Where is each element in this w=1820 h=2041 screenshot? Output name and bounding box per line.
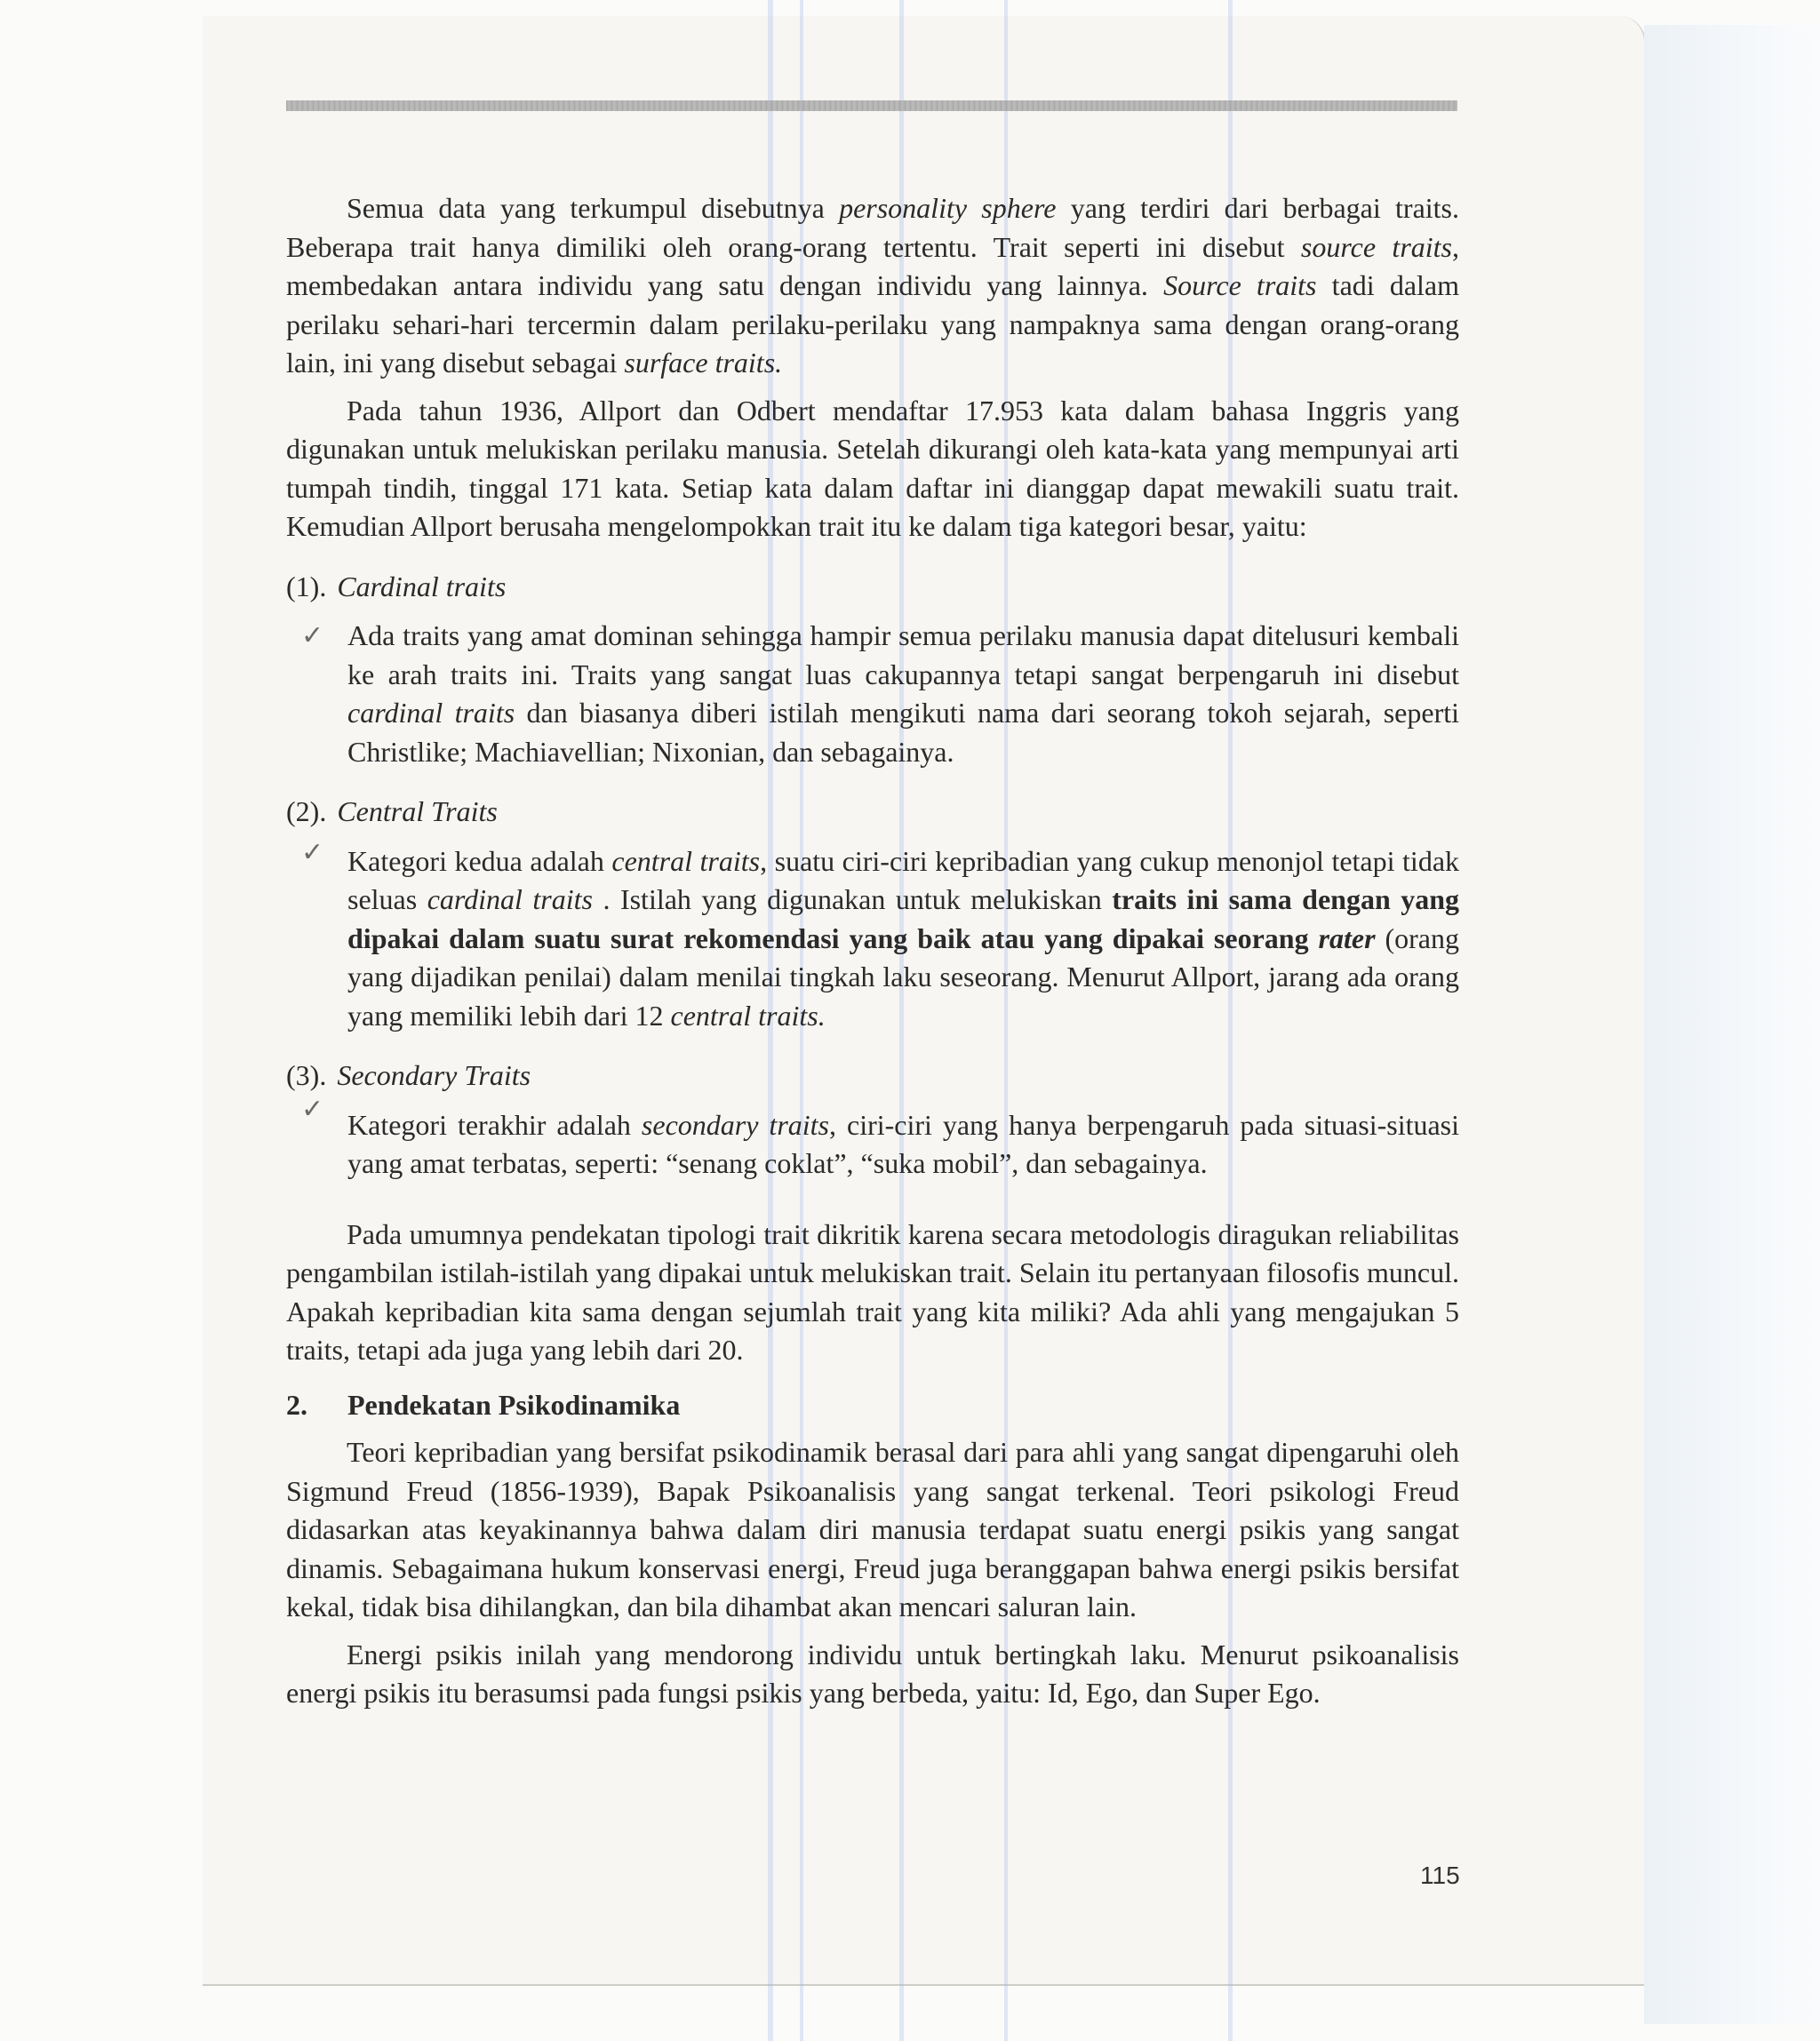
paragraph-psikodinamik: Teori kepribadian yang bersifat psikodinamik berasal dari para ahli yang sangat dipengaruhi oleh Sigmund Freud (1856-1939), Bapak Psikoanalisis yang sangat terkenal. Teori psikologi Freud didasarkan atas keyakinannya bahwa dalam diri manusia terdapat suatu energi psikis yang sangat dinamis. Sebagaimana hukum konservasi energi, Freud juga beranggapan bahwa energi psikis bersifat kekal, tidak bisa dihilangkan, dan bila dihambat akan mencari saluran lain.	[286, 1436, 1459, 1622]
item-body-central: ✓ Kategori kedua adalah central traits, suatu ciri-ciri kepribadian yang cukup menonjol tetapi tidak seluas cardinal traits . Istilah yang digunakan untuk melukiskan traits ini sama dengan yang dipakai dalam suatu surat rekomendasi yang baik atau yang dipakai seorang rater (orang yang dijadikan penilai) dalam menilai tingkah laku seseorang. Menurut Allport, jarang ada orang yang memiliki lebih dari 12 central traits.	[347, 842, 1459, 1036]
item-heading-central: (2). Central Traits	[286, 795, 498, 827]
paragraph-allport-odbert: Pada tahun 1936, Allport dan Odbert mendaftar 17.953 kata dalam bahasa Inggris yang digunakan untuk melukiskan perilaku manusia. Setelah dikurangi oleh kata-kata yang mempunyai arti tumpah tindih, tinggal 171 kata. Setiap kata dalam daftar ini dianggap dapat mewakili suatu trait. Kemudian Allport berusaha mengelompokkan trait itu ke dalam tiga kategori besar, yaitu:	[286, 394, 1459, 542]
item-heading-cardinal: (1). Cardinal traits	[286, 570, 507, 602]
page-content	[286, 189, 1459, 1713]
check-mark-icon: ✓	[301, 836, 324, 868]
check-mark-icon: ✓	[301, 1093, 324, 1125]
check-mark-icon: ✓	[301, 620, 324, 651]
page-number: 115	[1420, 1862, 1460, 1889]
header-rule	[286, 100, 1457, 111]
item-body-cardinal: ✓ Ada traits yang amat dominan sehingga hampir semua perilaku manusia dapat ditelusuri kembali ke arah traits ini. Traits yang sangat luas cakupannya tetapi sangat berpengaruh ini disebut cardinal traits dan biasanya diberi istilah mengikuti nama dari seorang tokoh sejarah, seperti Christlike; Machiavellian; Nixonian, dan sebagainya.	[347, 617, 1459, 771]
paragraph-tipologi-trait: Pada umumnya pendekatan tipologi trait dikritik karena secara metodologis diragukan reliabilitas pengambilan istilah-istilah yang dipakai untuk melukiskan trait. Selain itu pertanyaan filosofis muncul. Apakah kepribadian kita sama dengan sejumlah trait yang kita miliki? Ada ahli yang mengajukan 5 traits, tetapi ada juga yang lebih dari 20.	[286, 1217, 1459, 1366]
scan-edge	[1644, 25, 1820, 2024]
section-heading: 2. Pendekatan Psikodinamika	[286, 1388, 681, 1421]
paragraph-personality-sphere: Semua data yang terkumpul disebutnya personality sphere yang terdiri dari berbagai traits. Beberapa trait hanya dimiliki oleh orang-orang tertentu. Trait seperti ini disebut source traits, membedakan antara individu yang satu dengan individu yang lainnya. Source traits tadi dalam perilaku sehari-hari tercermin dalam perilaku-perilaku yang nampaknya sama dengan orang-orang lain, ini yang disebut sebagai surface traits.	[286, 192, 1460, 379]
item-body-secondary: ✓ Kategori terakhir adalah secondary traits, ciri-ciri yang hanya berpengaruh pada situasi-situasi yang amat terbatas, seperti: “senang coklat”, “suka mobil”, dan sebagainya.	[347, 1106, 1459, 1184]
paragraph-energi-psikis: Energi psikis inilah yang mendorong individu untuk bertingkah laku. Menurut psikoanalisis energi psikis itu berasumsi pada fungsi psikis yang berbeda, yaitu: Id, Ego, dan Super Ego.	[286, 1638, 1459, 1709]
item-heading-secondary: (3). Secondary Traits	[286, 1059, 531, 1091]
